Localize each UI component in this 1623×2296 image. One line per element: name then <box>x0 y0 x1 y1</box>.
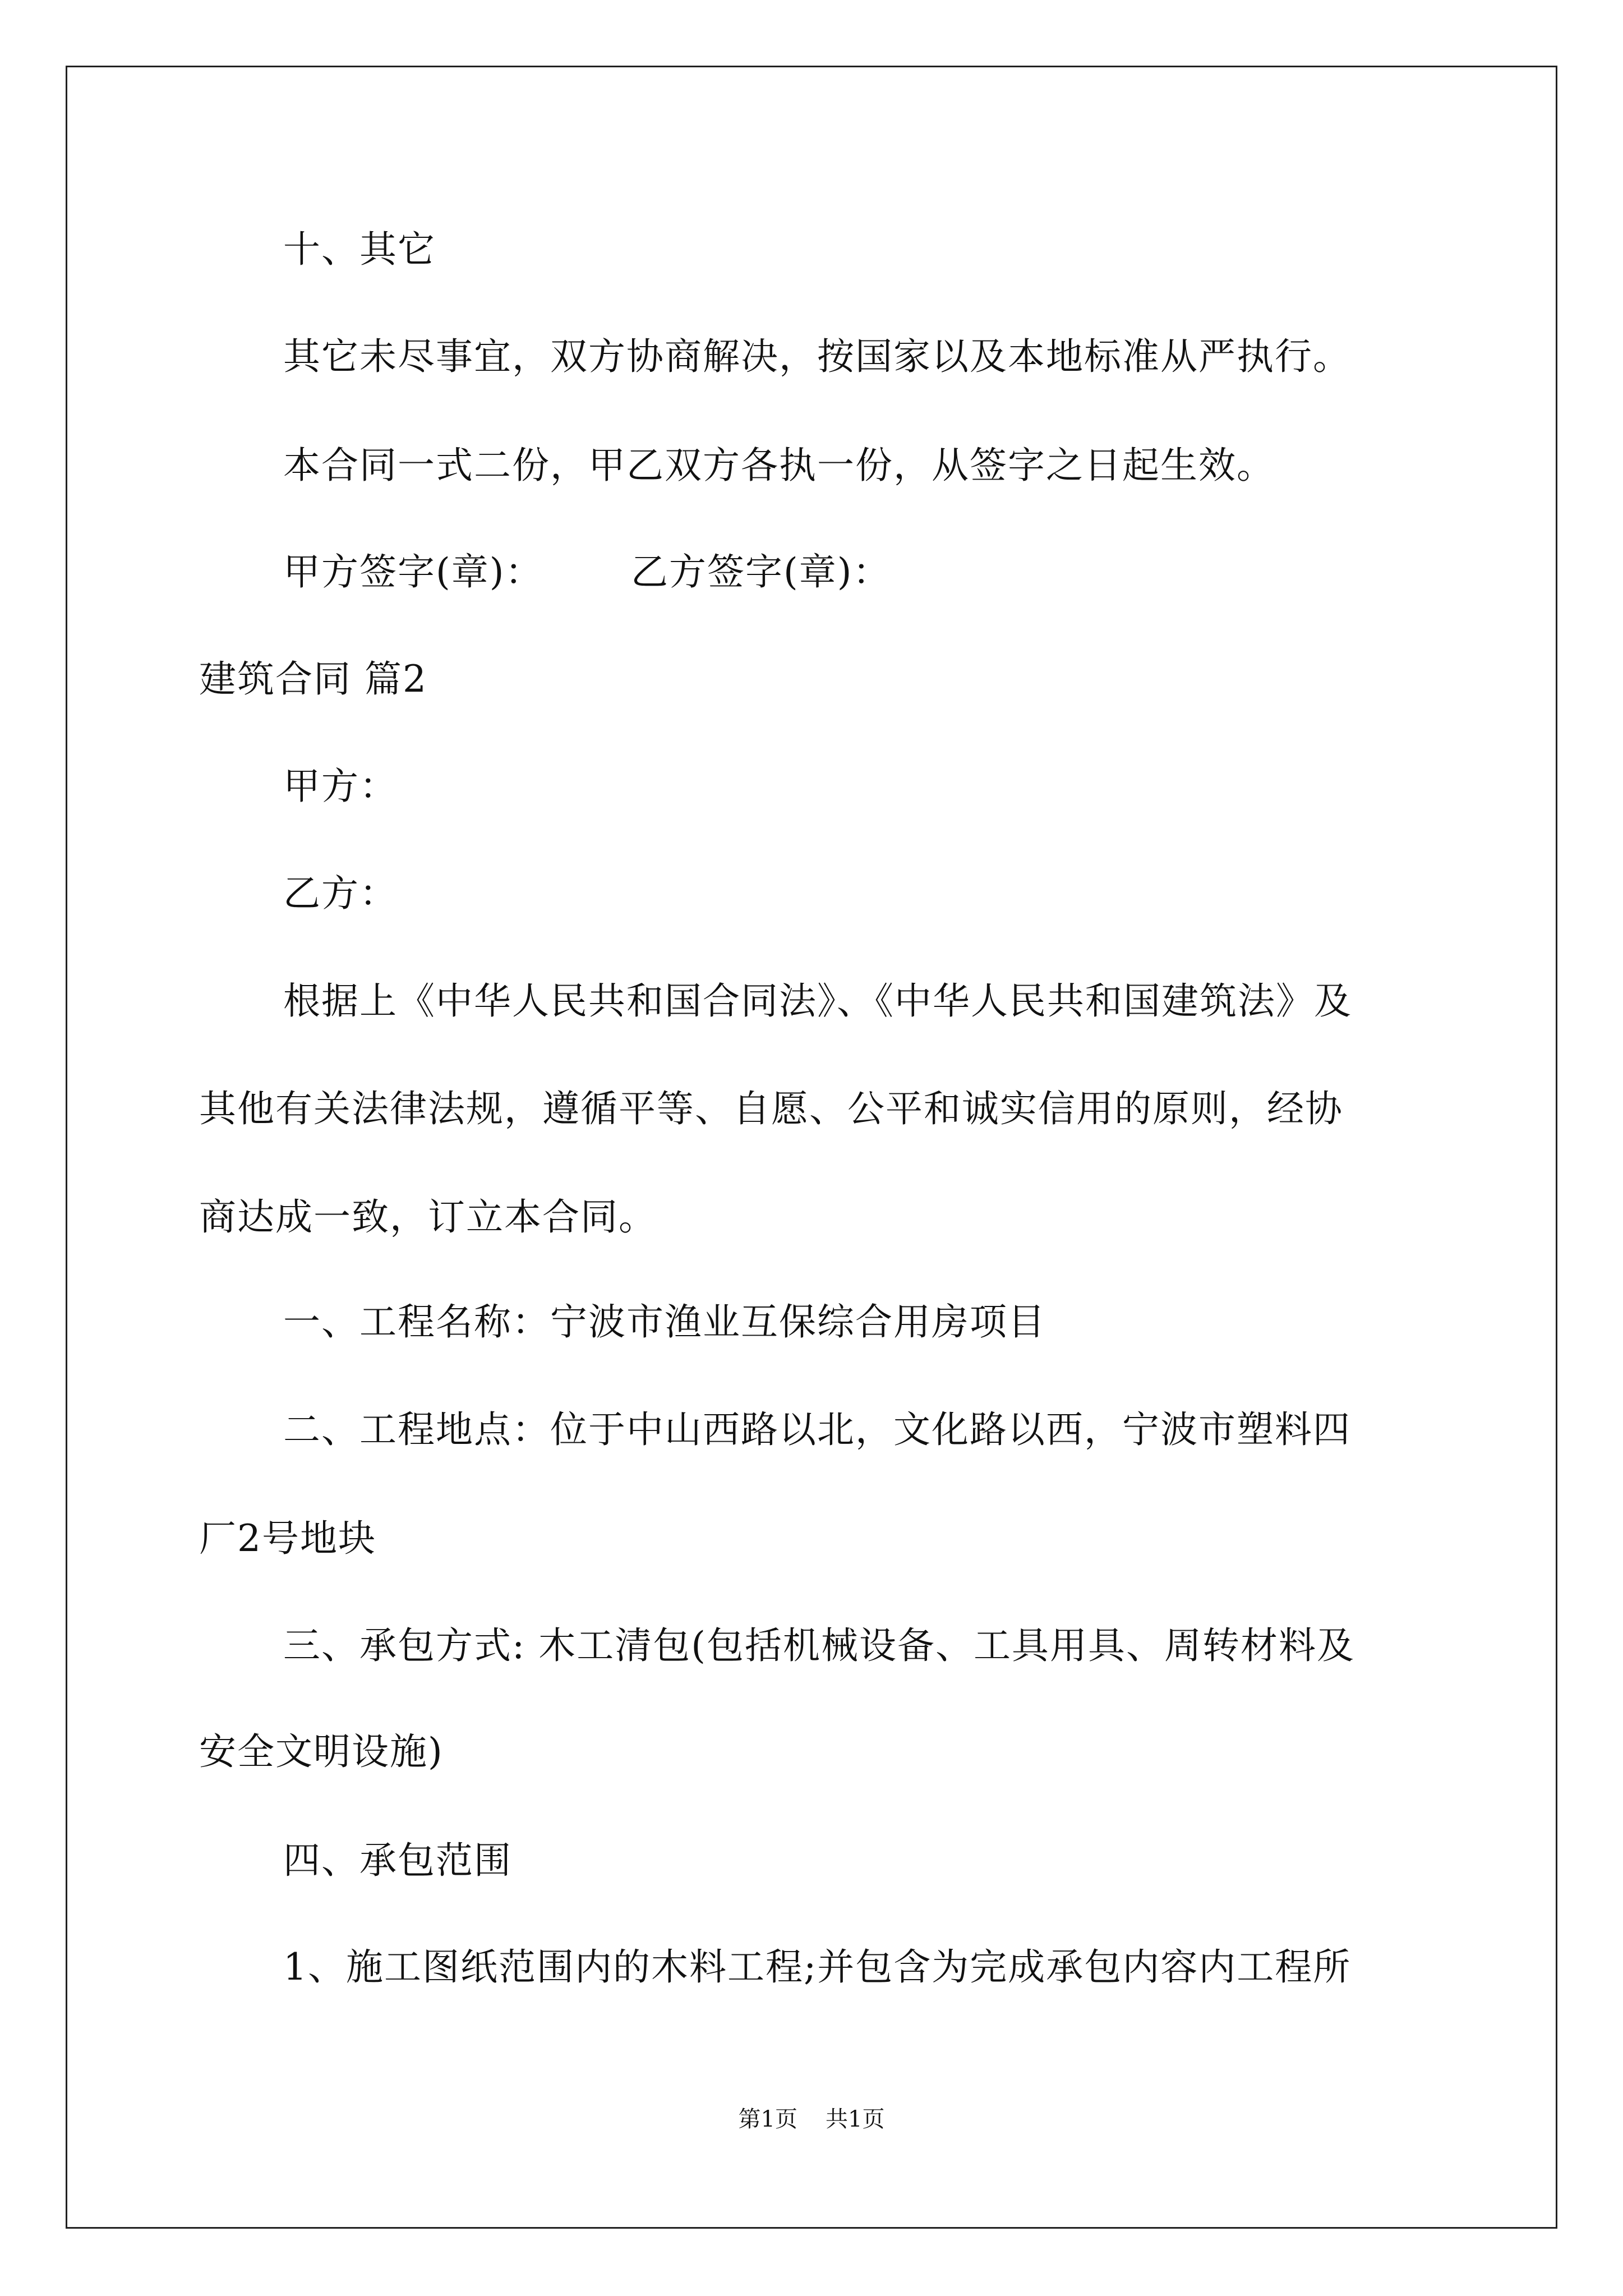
page-total: 共1页 <box>826 2106 885 2132</box>
item-3-contract-mode-line-2: 安全文明设施) <box>199 1730 444 1773</box>
preamble-line-1: 根据上《中华人民共和国合同法》、《中华人民共和国建筑法》及 <box>283 979 1352 1023</box>
page-current: 第1页 <box>738 2106 797 2132</box>
item-2-location-line-2: 厂2号地块 <box>199 1517 376 1560</box>
preamble-line-2: 其他有关法律法规，遵循平等、自愿、公平和诚实信用的原则，经协 <box>199 1087 1343 1130</box>
section-10-paragraph-2: 本合同一式二份，甲乙双方各执一份，从签字之日起生效。 <box>283 444 1275 487</box>
page-footer <box>0 2106 1623 2133</box>
page-border <box>66 66 1557 2229</box>
part2-heading: 建筑合同 篇2 <box>199 657 427 701</box>
section-10-title: 十、其它 <box>283 228 436 271</box>
item-2-location-line-1: 二、工程地点：位于中山西路以北，文化路以西，宁波市塑料四 <box>283 1408 1351 1451</box>
item-4-title: 四、承包范围 <box>283 1839 512 1882</box>
section-10-paragraph-1: 其它未尽事宜，双方协商解决，按国家以及本地标准从严执行。 <box>283 335 1351 378</box>
item-3-contract-mode-line-1: 三、承包方式: 木工清包(包括机械设备、工具用具、周转材料及 <box>283 1624 1355 1667</box>
party-a-label: 甲方： <box>283 765 398 808</box>
item-1-project-name: 一、工程名称：宁波市渔业互保综合用房项目 <box>283 1300 1046 1343</box>
signature-party-a: 甲方签字(章)： <box>283 550 543 593</box>
preamble-line-3: 商达成一致，订立本合同。 <box>199 1195 657 1239</box>
item-4-clause-1: 1、施工图纸范围内的木料工程;并包含为完成承包内容内工程所 <box>283 1945 1352 1989</box>
party-b-label: 乙方： <box>283 872 398 915</box>
signature-party-b: 乙方签字(章)： <box>631 550 891 593</box>
